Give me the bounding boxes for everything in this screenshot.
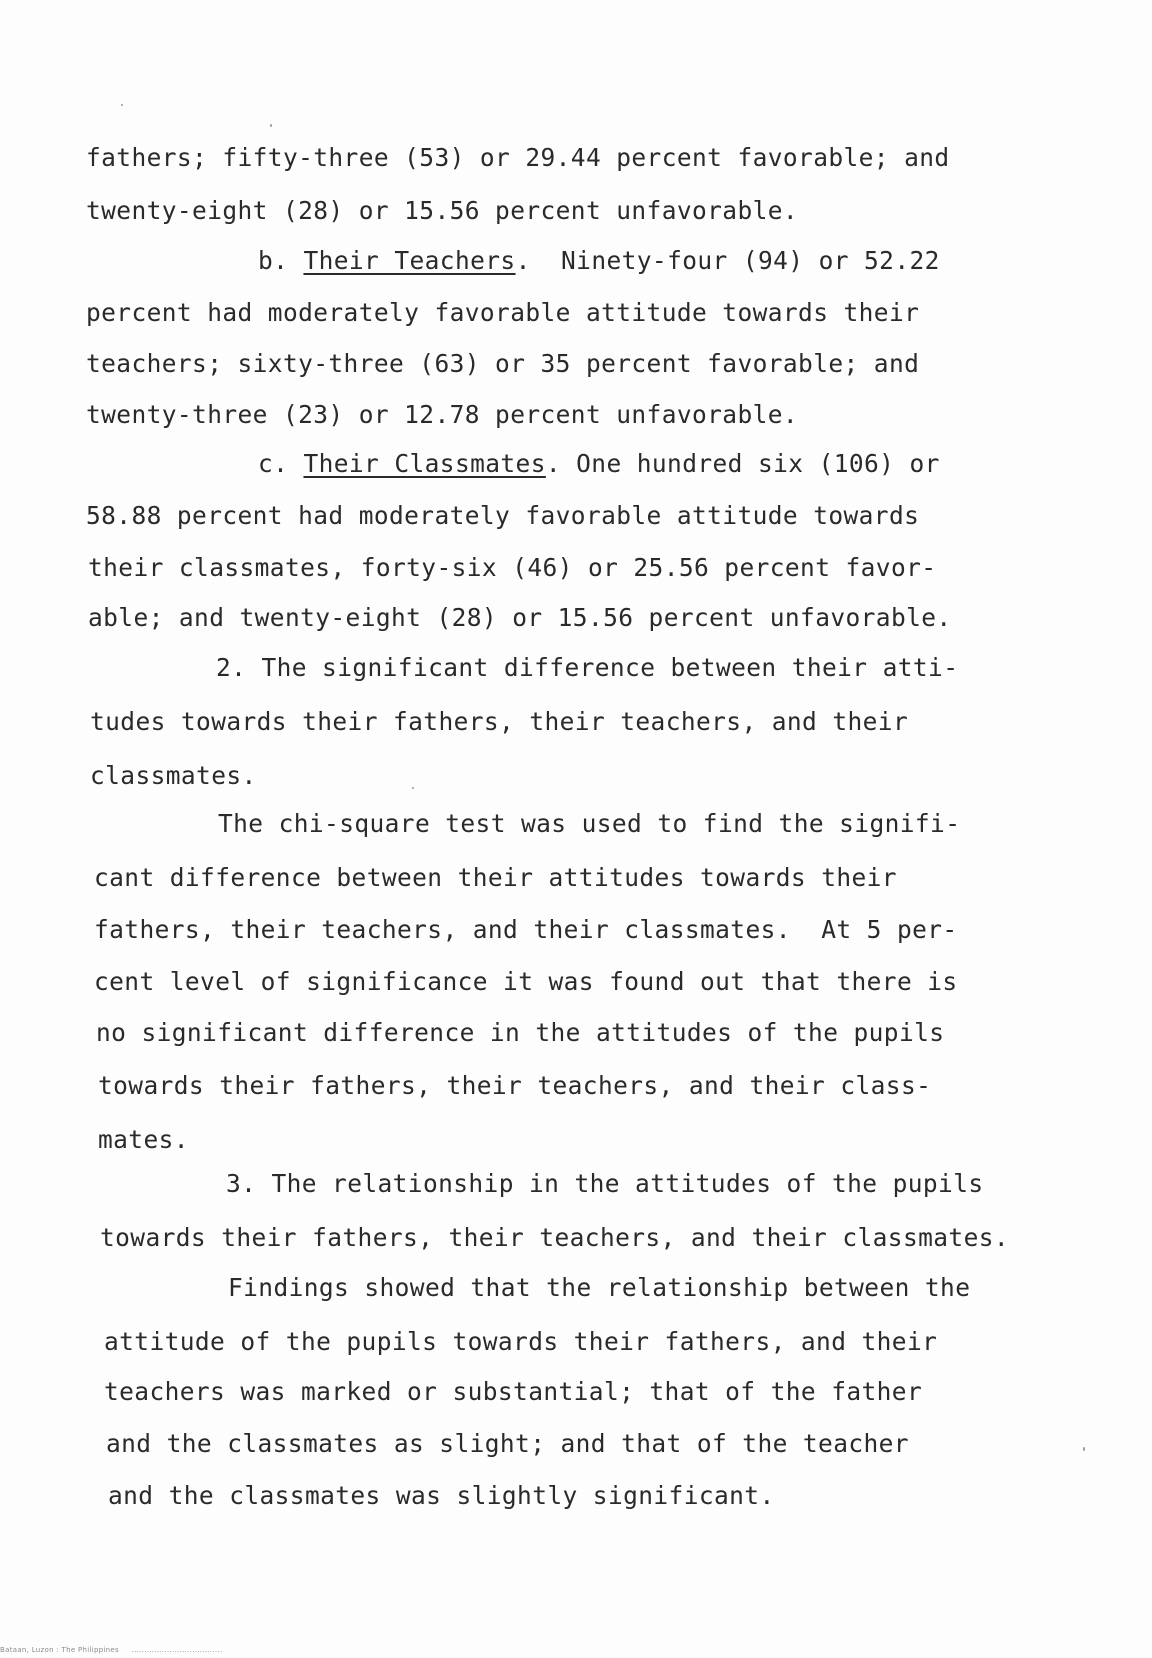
- section-2-heading: 2. The significant difference between their atti-: [216, 653, 959, 682]
- text-line: teachers; sixty-three (63) or 35 percent favorable; and: [86, 349, 920, 378]
- text-line: cant difference between their attitudes towards their: [94, 863, 897, 892]
- text-line: twenty-three (23) or 12.78 percent unfavorable.: [86, 400, 799, 429]
- section-b-title: Their Teachers: [303, 246, 516, 275]
- text-line: their classmates, forty-six (46) or 25.56 percent favor-: [88, 553, 937, 582]
- text-line: mates.: [98, 1125, 189, 1154]
- text-line: and the classmates as slight; and that of the teacher: [106, 1429, 909, 1458]
- section-c-label: c.: [258, 449, 304, 478]
- text-line: Findings showed that the relationship between the: [228, 1273, 971, 1302]
- section-c-title: Their Classmates: [303, 449, 546, 478]
- text-line: tudes towards their fathers, their teachers, and their: [90, 707, 909, 736]
- text-line: The chi-square test was used to find the signifi-: [218, 809, 961, 838]
- text-line: 58.88 percent had moderately favorable attitude towards: [86, 501, 920, 530]
- text-line: no significant difference in the attitudes of the pupils: [96, 1018, 945, 1047]
- section-c-heading: [258, 449, 940, 478]
- text-line: able; and twenty-eight (28) or 15.56 percent unfavorable.: [88, 603, 952, 632]
- text-line: classmates.: [90, 761, 257, 790]
- text-line: teachers was marked or substantial; that of the father: [104, 1377, 923, 1406]
- section-c-text: . One hundred six (106) or: [545, 449, 940, 478]
- section-3-heading: 3. The relationship in the attitudes of the pupils: [226, 1169, 984, 1198]
- text-line: percent had moderately favorable attitude towards their: [86, 298, 920, 327]
- text-line: cent level of significance it was found out that there is: [94, 967, 958, 996]
- scan-footer: Bataan, Luzon : The Philippines ....................................: [0, 1646, 223, 1654]
- text-line: twenty-eight (28) or 15.56 percent unfavorable.: [86, 196, 799, 225]
- scan-speck: [412, 787, 414, 789]
- text-line: and the classmates was slightly significant.: [108, 1481, 775, 1510]
- text-line: attitude of the pupils towards their fathers, and their: [104, 1327, 938, 1356]
- text-line: fathers, their teachers, and their classmates. At 5 per-: [94, 915, 958, 944]
- section-b-label: b.: [258, 246, 304, 275]
- text-line: towards their fathers, their teachers, and their classmates.: [100, 1223, 1010, 1252]
- section-b-text: . Ninety-four (94) or 52.22: [515, 246, 940, 275]
- scan-speck: [121, 104, 123, 106]
- scan-speck: [270, 124, 272, 127]
- section-b-heading: [258, 246, 940, 275]
- text-line: fathers; fifty-three (53) or 29.44 percent favorable; and: [86, 143, 950, 172]
- scan-speck: [1083, 1447, 1085, 1451]
- text-line: towards their fathers, their teachers, and their class-: [98, 1071, 932, 1100]
